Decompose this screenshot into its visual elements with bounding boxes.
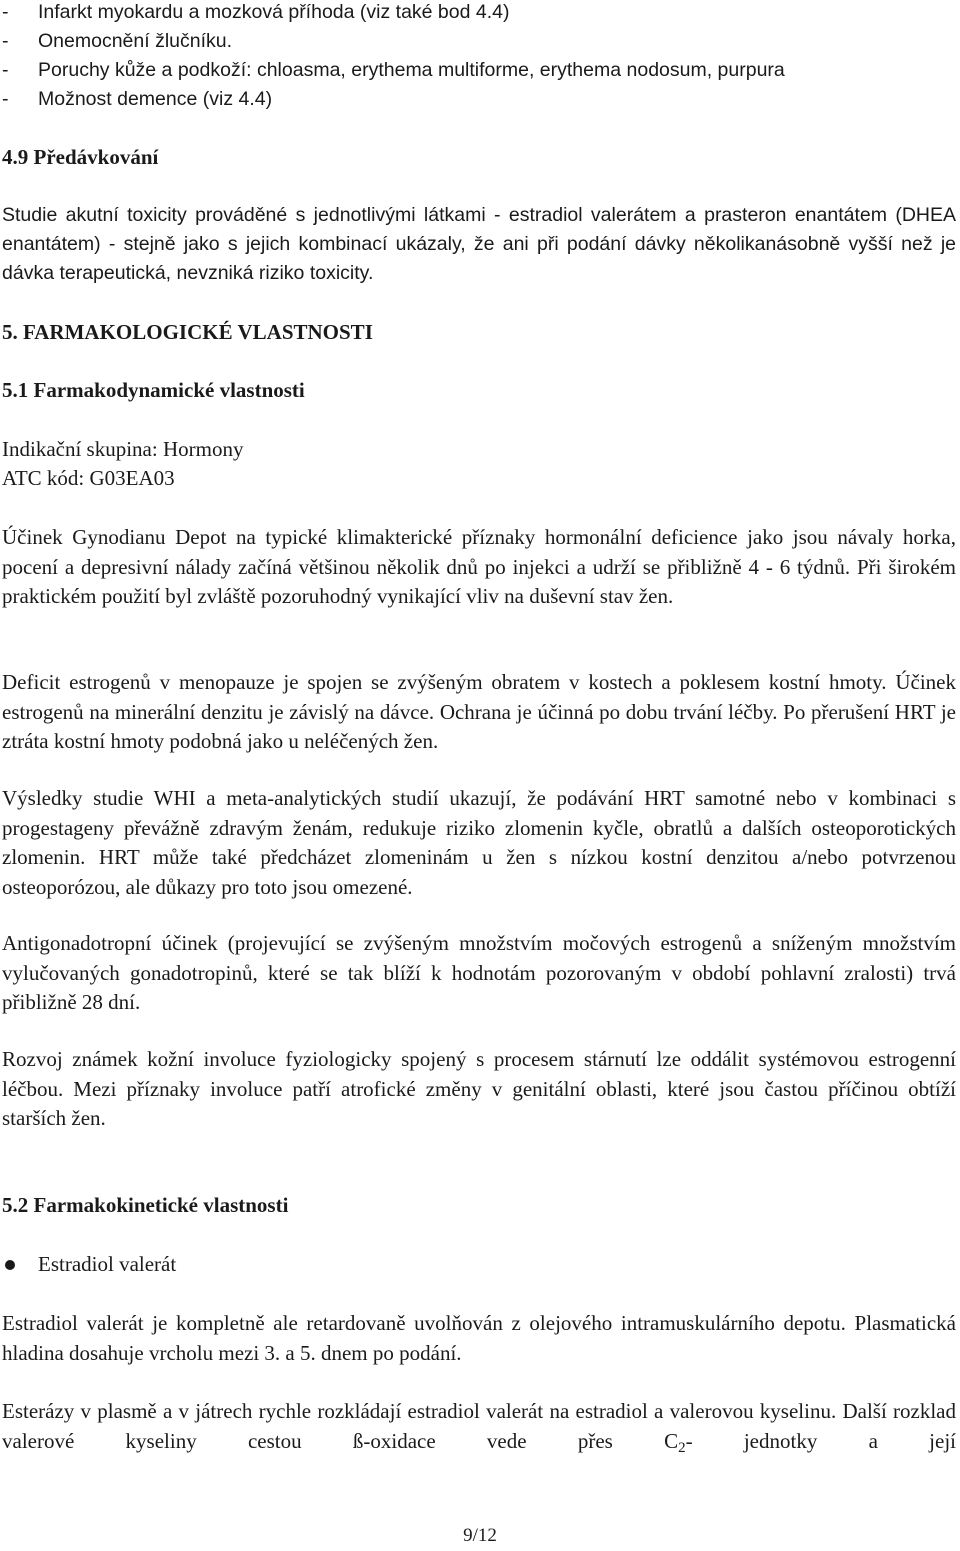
list-item: - Onemocnění žlučníku. xyxy=(2,30,233,52)
paragraph-antigonadotropic: Antigonadotropní účinek (projevující se zvýšeným množstvím močových estrogenů a sníženým množstvím vylučovaných gonadotropinů, které se tak blíží k hodnotám pozorovaným v období pohlavní zralosti) trvá přibližně 28 dní. xyxy=(2,931,956,1014)
bullet-label: Estradiol valerát xyxy=(38,1252,177,1277)
paragraph-skin-involution: Rozvoj známek kožní involuce fyziologicky spojený s procesem stárnutí lze oddálit systémovou estrogenní léčbou. Mezi příznaky involuce patří atrofické změny v genitální oblasti, které jsou častou příčinou obtíží starších žen. xyxy=(2,1047,956,1130)
list-item: - Poruchy kůže a podkoží: chloasma, erythema multiforme, erythema nodosum, purpura xyxy=(2,59,785,81)
paragraph-whi-study: Výsledky studie WHI a meta-analytických studií ukazují, že podávání HRT samotné nebo v kombinaci s progestageny převážně zdravým ženám, redukuje riziko zlomenin kyčle, obratlů a dalších osteoporotických zlomenin. HRT může také předcházet zlomeninám u žen s nízkou kostní denzitou a/nebo potvrzenou osteoporózou, ale důkazy pro toto jsou omezené. xyxy=(2,786,956,899)
page-number: 9/12 xyxy=(463,1525,497,1546)
paragraph-esterases: Esterázy v plasmě a v játrech rychle rozkládají estradiol valerát na estradiol a valerovou kyselinu. Další rozklad valerové kyseliny cestou ß-oxidace vede přes $C_2-$ jednotky a její xyxy=(2,1399,956,1456)
indication-group: Indikační skupina: Hormony xyxy=(2,437,244,461)
list-item: - Infarkt myokardu a mozková příhoda (viz také bod 4.4) xyxy=(2,1,510,23)
adverse-effects-list xyxy=(2,0,956,114)
bullet-item xyxy=(2,1250,176,1280)
paragraph-effect: Účinek Gynodianu Depot na typické klimakterické příznaky hormonální deficience jako jsou návaly horka, pocení a depresivní nálady začíná většinou několik dnů po injekci a udrží se přibližně 4 - 6 týdnů. Při širokém praktickém použití byl zvláště pozoruhodný vynikající vliv na duševní stav žen. xyxy=(2,525,956,608)
section-heading-5-2: 5.2 Farmakokinetické vlastnosti xyxy=(2,1193,289,1217)
paragraph-estrogen-deficit: Deficit estrogenů v menopauze je spojen se zvýšeným obratem v kostech a poklesem kostní hmoty. Účinek estrogenů na minerální denzitu je závislý na dávce. Ochrana je účinná po dobu trvání léčby. Po přerušení HRT je ztráta kostní hmoty podobná jako u neléčených žen. xyxy=(2,670,956,753)
atc-code: ATC kód: G03EA03 xyxy=(2,466,175,490)
overdose-paragraph: Studie akutní toxicity prováděné s jednotlivými látkami - estradiol valerátem a prasteron enantátem (DHEA enantátem) - stejně jako s jejich kombinací ukázaly, že ani při podání dávky několikanásobně vyšší než je dávka terapeutická, nevzniká riziko toxicity. xyxy=(2,204,956,284)
paragraph-release: Estradiol valerát je kompletně ale retardovaně uvolňován z olejového intramuskulárního depotu. Plasmatická hladina dosahuje vrcholu mezi 3. a 5. dnem po podání. xyxy=(2,1311,956,1365)
bullet-dot-icon xyxy=(5,1260,15,1270)
section-heading-4-9: 4.9 Předávkování xyxy=(2,145,159,169)
list-item: - Možnost demence (viz 4.4) xyxy=(2,88,273,110)
section-heading-5-1: 5.1 Farmakodynamické vlastnosti xyxy=(2,378,305,402)
section-heading-5: 5. FARMAKOLOGICKÉ VLASTNOSTI xyxy=(2,320,373,344)
